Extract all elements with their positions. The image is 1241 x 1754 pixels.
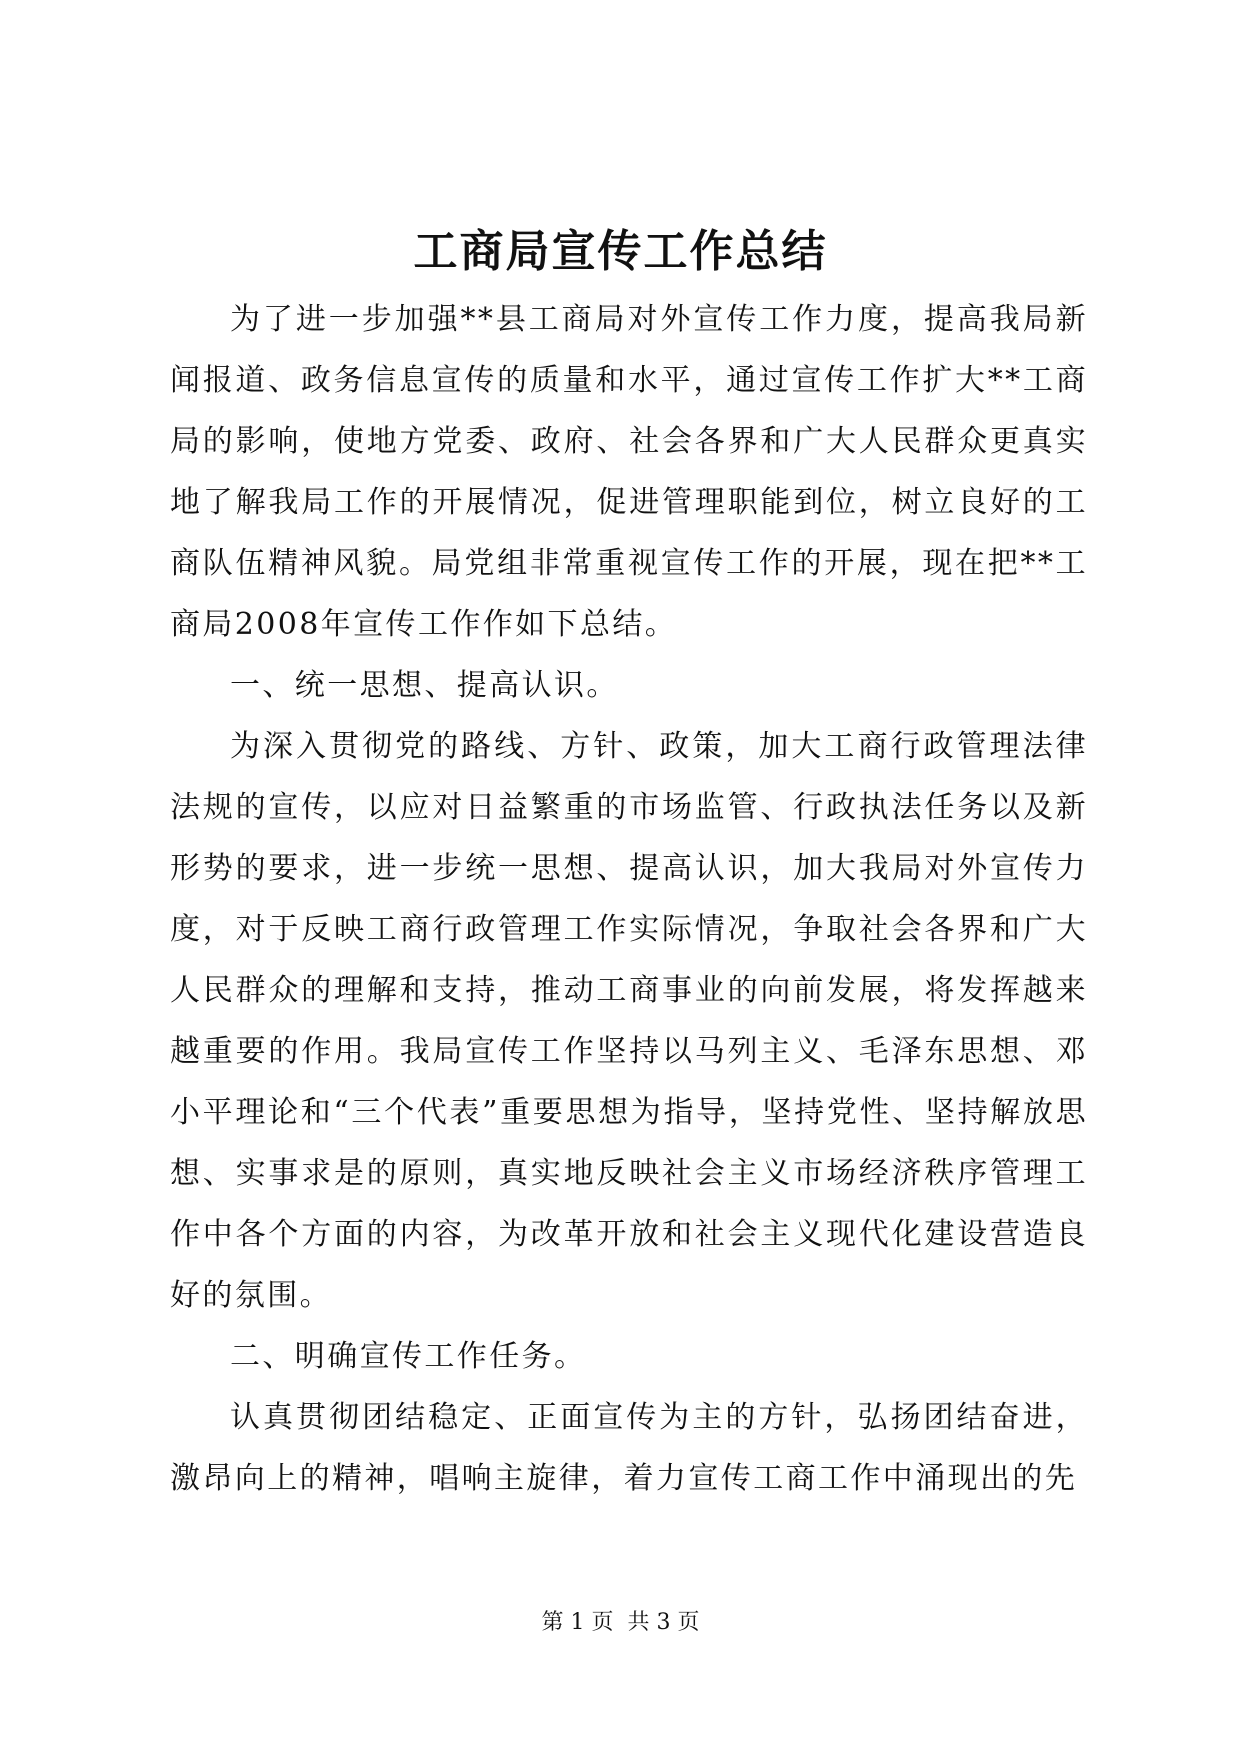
section-heading-1: 一、统一思想、提高认识。 <box>230 668 619 703</box>
page-number-label: 第 1 页 共 3 页 <box>541 1610 700 1635</box>
paragraph-section-1: 为深入贯彻党的路线、方针、政策，加大工商行政管理法律法规的宣传，以应对日益繁重的市场监管、行政执法任务以及新形势的要求，进一步统一思想、提高认识，加大我局对外宣传力度，对于反映工商行政管理工作实际情况，争取社会各界和广大人民群众的理解和支持，推动工商事业的向前发展，将发挥越来越重要的作用。我局宣传工作坚持以马列主义、毛泽东思想、邓小平理论和“三个代表”重要思想为指导，坚持党性、坚持解放思想、实事求是的原则，真实地反映社会主义市场经济秩序管理工作中各个方面的内容，为改革开放和社会主义现代化建设营造良好的氛围。 <box>170 729 1088 1313</box>
page-footer <box>0 1608 1241 1638</box>
section-heading-2: 二、明确宣传工作任务。 <box>230 1339 587 1374</box>
document-title: 工商局宣传工作总结 <box>413 226 828 277</box>
document-body <box>170 289 1088 1509</box>
paragraph-intro: 为了进一步加强**县工商局对外宣传工作力度，提高我局新闻报道、政务信息宣传的质量和水平，通过宣传工作扩大**工商局的影响，使地方党委、政府、社会各界和广大人民群众更真实地了解我局工作的开展情况，促进管理职能到位，树立良好的工商队伍精神风貌。局党组非常重视宣传工作的开展，现在把**工商局2008年宣传工作作如下总结。 <box>170 302 1088 642</box>
paragraph-section-2: 认真贯彻团结稳定、正面宣传为主的方针，弘扬团结奋进，激昂向上的精神，唱响主旋律，着力宣传工商工作中涌现出的先 <box>170 1400 1088 1496</box>
